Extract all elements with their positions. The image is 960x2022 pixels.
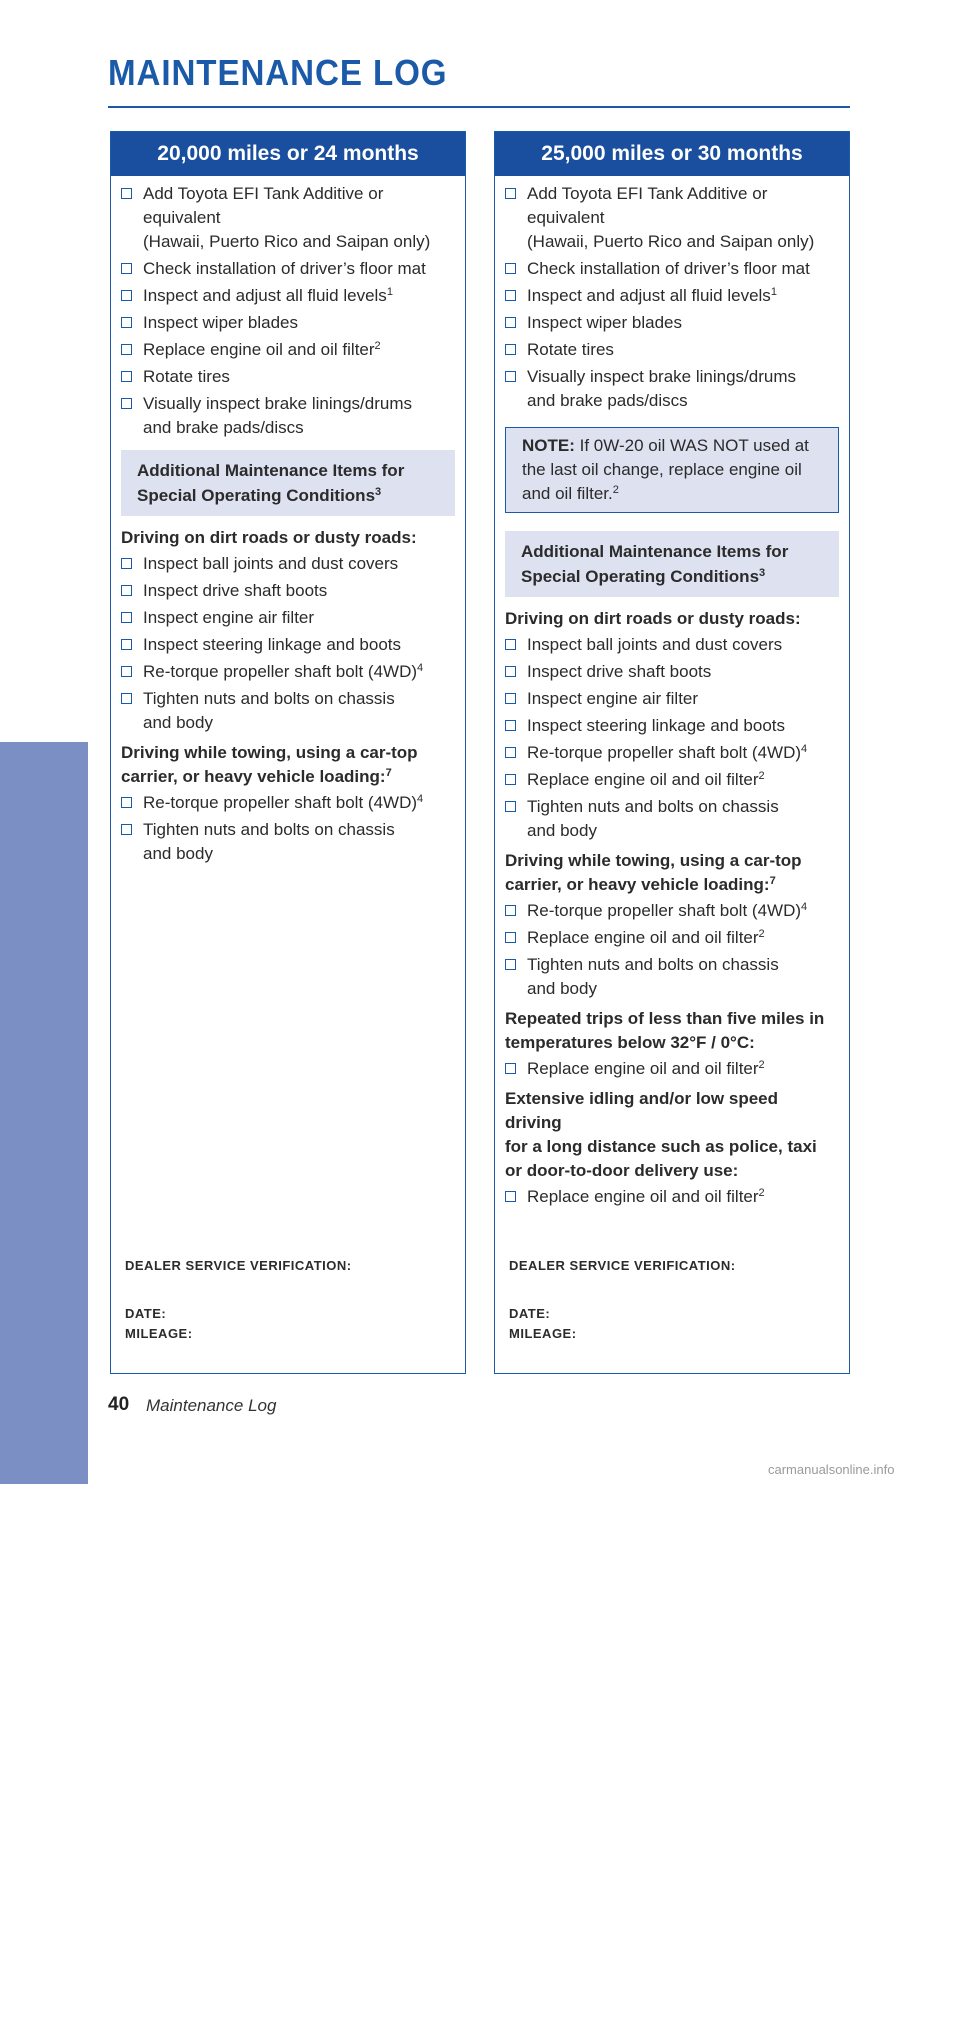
item-text: Replace engine oil and oil filter	[527, 1059, 759, 1078]
checklist-item	[505, 365, 839, 413]
page-number: 40	[108, 1394, 130, 1415]
checklist-item	[505, 899, 839, 923]
checkbox-icon[interactable]	[121, 824, 132, 835]
item-text: Add Toyota EFI Tank Additive or equivalent	[527, 184, 768, 227]
checklist-item	[121, 687, 455, 735]
footnote-ref: 1	[770, 286, 777, 298]
checklist-item	[505, 311, 839, 335]
item-text-line2: and body	[527, 979, 597, 998]
checkbox-icon[interactable]	[121, 585, 132, 596]
checklist	[505, 1185, 839, 1209]
footnote-ref: 2	[758, 1187, 765, 1199]
note-label: NOTE:	[522, 436, 575, 455]
checkbox-icon[interactable]	[505, 720, 516, 731]
checkbox-icon[interactable]	[505, 932, 516, 943]
checklist-item	[505, 714, 839, 738]
checklist-item	[505, 338, 839, 362]
item-text: Replace engine oil and oil filter	[527, 1187, 759, 1206]
footnote-ref: 4	[801, 901, 808, 913]
condition-heading: Driving on dirt roads or dusty roads:	[505, 609, 801, 628]
dealer-verification-label: DEALER SERVICE VERIFICATION:	[509, 1258, 736, 1273]
checkbox-icon[interactable]	[121, 290, 132, 301]
checklist-item	[505, 953, 839, 1001]
footnote-ref: 1	[386, 286, 393, 298]
checkbox-icon[interactable]	[121, 317, 132, 328]
condition-line: carrier, or heavy vehicle loading:	[505, 875, 770, 894]
checkbox-icon[interactable]	[505, 1063, 516, 1074]
checkbox-icon[interactable]	[121, 188, 132, 199]
checklist-item	[505, 768, 839, 792]
checkbox-icon[interactable]	[505, 959, 516, 970]
condition-heading: Driving on dirt roads or dusty roads:	[121, 528, 417, 547]
special-title-line1: Additional Maintenance Items for	[521, 542, 789, 561]
mileage-label: MILEAGE:	[509, 1326, 577, 1341]
checkbox-icon[interactable]	[505, 666, 516, 677]
checkbox-icon[interactable]	[505, 188, 516, 199]
condition-heading	[121, 741, 455, 789]
note-line: and oil filter.	[522, 484, 613, 503]
mileage-label: MILEAGE:	[125, 1326, 193, 1341]
checklist-item	[121, 311, 455, 335]
checklist-item	[121, 818, 455, 866]
checklist-item	[121, 606, 455, 630]
special-title-line2: Special Operating Conditions	[137, 486, 376, 505]
item-text: Inspect ball joints and dust covers	[527, 635, 783, 654]
checklist-item	[505, 660, 839, 684]
condition-line: Driving while towing, using a car-top	[505, 851, 802, 870]
checklist-item	[121, 338, 455, 362]
item-text: Inspect steering linkage and boots	[143, 635, 402, 654]
condition-line: Driving while towing, using a car-top	[121, 743, 418, 762]
checklist-item	[121, 552, 455, 576]
checklist	[121, 552, 455, 735]
checkbox-icon[interactable]	[505, 317, 516, 328]
item-text: Re-torque propeller shaft bolt (4WD)	[527, 743, 802, 762]
item-text-line2: and body	[143, 713, 213, 732]
service-panel-20000	[110, 131, 466, 1374]
checklist-item	[121, 284, 455, 308]
checklist-item	[121, 365, 455, 389]
checklist-item	[505, 1185, 839, 1209]
footnote-ref: 3	[759, 567, 766, 579]
checklist-item	[505, 926, 839, 950]
checklist-item	[505, 257, 839, 281]
checklist	[121, 182, 455, 440]
footnote-ref: 7	[385, 767, 392, 779]
item-text: Tighten nuts and bolts on chassis	[143, 820, 395, 839]
checkbox-icon[interactable]	[121, 371, 132, 382]
checkbox-icon[interactable]	[505, 1191, 516, 1202]
checkbox-icon[interactable]	[121, 797, 132, 808]
footnote-ref: 4	[417, 793, 424, 805]
item-text: Replace engine oil and oil filter	[143, 340, 375, 359]
checkbox-icon[interactable]	[121, 612, 132, 623]
item-text: Inspect steering linkage and boots	[527, 716, 786, 735]
checkbox-icon[interactable]	[505, 801, 516, 812]
item-text: Re-torque propeller shaft bolt (4WD)	[143, 662, 418, 681]
item-text: Inspect wiper blades	[527, 313, 682, 332]
section-side-tab	[0, 742, 88, 2022]
item-text: Rotate tires	[527, 340, 614, 359]
item-text-line2: and body	[527, 821, 597, 840]
item-text: Tighten nuts and bolts on chassis	[527, 955, 779, 974]
service-panel-25000	[494, 131, 850, 1374]
checkbox-icon[interactable]	[505, 747, 516, 758]
item-text-line2: (Hawaii, Puerto Rico and Saipan only)	[527, 232, 815, 251]
footnote-ref: 4	[417, 662, 424, 674]
special-title-line1: Additional Maintenance Items for	[137, 461, 405, 480]
footnote-ref: 2	[758, 928, 765, 940]
checkbox-icon[interactable]	[121, 558, 132, 569]
item-text: Inspect and adjust all fluid levels	[527, 286, 771, 305]
checklist	[505, 899, 839, 1001]
footer-section-title: Maintenance Log	[146, 1396, 277, 1415]
footnote-ref: 4	[801, 743, 808, 755]
item-text: Check installation of driver’s floor mat	[527, 259, 810, 278]
item-text-line2: and body	[143, 844, 213, 863]
panel-header: 25,000 miles or 30 months	[495, 132, 849, 176]
dealer-verification-label: DEALER SERVICE VERIFICATION:	[125, 1258, 352, 1273]
condition-heading	[505, 1087, 839, 1183]
date-label: DATE:	[509, 1306, 551, 1321]
item-text: Inspect and adjust all fluid levels	[143, 286, 387, 305]
item-text: Rotate tires	[143, 367, 230, 386]
checklist-item	[121, 257, 455, 281]
checklist-item	[121, 791, 455, 815]
condition-line: Extensive idling and/or low speed driving	[505, 1089, 779, 1132]
condition-heading	[505, 1007, 839, 1055]
item-text: Inspect ball joints and dust covers	[143, 554, 399, 573]
condition-line: Repeated trips of less than five miles in	[505, 1009, 825, 1028]
item-text: Inspect drive shaft boots	[527, 662, 712, 681]
footnote-ref: 2	[758, 770, 765, 782]
checklist-item	[505, 1057, 839, 1081]
watermark: carmanualsonline.info	[768, 1462, 895, 1477]
footnote-ref: 2	[612, 484, 619, 496]
checklist-item	[121, 633, 455, 657]
item-text-line2: (Hawaii, Puerto Rico and Saipan only)	[143, 232, 431, 251]
special-title-line2: Special Operating Conditions	[521, 567, 760, 586]
oil-note-box	[505, 427, 839, 513]
item-text-line2: and brake pads/discs	[143, 418, 304, 437]
checkbox-icon[interactable]	[121, 263, 132, 274]
checkbox-icon[interactable]	[121, 693, 132, 704]
checklist-item	[121, 392, 455, 440]
panel-header: 20,000 miles or 24 months	[111, 132, 465, 176]
item-text: Visually inspect brake linings/drums	[143, 394, 412, 413]
date-label: DATE:	[125, 1306, 167, 1321]
checkbox-icon[interactable]	[505, 693, 516, 704]
item-text: Inspect drive shaft boots	[143, 581, 328, 600]
note-line: the last oil change, replace engine oil	[522, 460, 802, 479]
item-text-line2: and brake pads/discs	[527, 391, 688, 410]
condition-line: carrier, or heavy vehicle loading:	[121, 767, 386, 786]
checkbox-icon[interactable]	[121, 398, 132, 409]
checkbox-icon[interactable]	[505, 774, 516, 785]
checklist-item	[505, 182, 839, 254]
checklist-item	[505, 687, 839, 711]
special-conditions-box	[121, 450, 455, 516]
page-title: MAINTENANCE LOG	[108, 52, 448, 93]
item-text: Check installation of driver’s floor mat	[143, 259, 426, 278]
item-text: Tighten nuts and bolts on chassis	[527, 797, 779, 816]
item-text: Replace engine oil and oil filter	[527, 770, 759, 789]
title-divider	[108, 106, 850, 108]
checkbox-icon[interactable]	[505, 263, 516, 274]
item-text: Inspect engine air filter	[143, 608, 315, 627]
footnote-ref: 2	[758, 1059, 765, 1071]
checklist	[505, 182, 839, 413]
checkbox-icon[interactable]	[505, 344, 516, 355]
checklist	[121, 791, 455, 866]
checkbox-icon[interactable]	[505, 290, 516, 301]
checkbox-icon[interactable]	[505, 905, 516, 916]
checklist-item	[505, 795, 839, 843]
item-text: Visually inspect brake linings/drums	[527, 367, 796, 386]
checklist	[505, 633, 839, 843]
checkbox-icon[interactable]	[121, 344, 132, 355]
footnote-ref: 7	[769, 875, 776, 887]
footnote-ref: 2	[374, 340, 381, 352]
special-conditions-box	[505, 531, 839, 597]
item-text: Re-torque propeller shaft bolt (4WD)	[527, 901, 802, 920]
condition-line: or door-to-door delivery use:	[505, 1161, 739, 1180]
checklist-item	[505, 633, 839, 657]
item-text: Tighten nuts and bolts on chassis	[143, 689, 395, 708]
checkbox-icon[interactable]	[505, 639, 516, 650]
condition-line: temperatures below 32°F / 0°C:	[505, 1033, 755, 1052]
item-text: Inspect engine air filter	[527, 689, 699, 708]
checkbox-icon[interactable]	[505, 371, 516, 382]
checklist-item	[505, 284, 839, 308]
item-text: Replace engine oil and oil filter	[527, 928, 759, 947]
note-line: If 0W-20 oil WAS NOT used at	[579, 436, 809, 455]
side-tab-label: MAINTENANCE	[21, 1682, 66, 2022]
condition-heading	[505, 849, 839, 897]
checklist-item	[505, 741, 839, 765]
item-text: Add Toyota EFI Tank Additive or equivalent	[143, 184, 384, 227]
checklist-item	[121, 660, 455, 684]
checklist	[505, 1057, 839, 1081]
item-text: Inspect wiper blades	[143, 313, 298, 332]
checklist-item	[121, 579, 455, 603]
item-text: Re-torque propeller shaft bolt (4WD)	[143, 793, 418, 812]
checkbox-icon[interactable]	[121, 639, 132, 650]
checklist-item	[121, 182, 455, 254]
footnote-ref: 3	[375, 486, 382, 498]
condition-line: for a long distance such as police, taxi	[505, 1137, 817, 1156]
checkbox-icon[interactable]	[121, 666, 132, 677]
